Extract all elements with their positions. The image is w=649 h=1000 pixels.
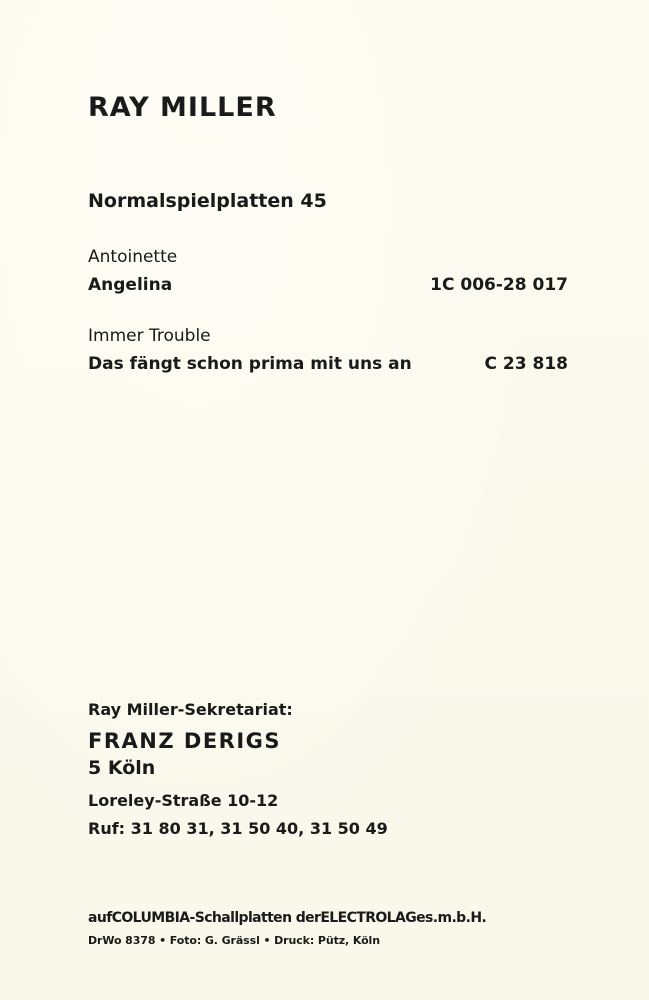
artist-name: RAY MILLER (88, 92, 277, 123)
contact-city: 5 Köln (88, 757, 156, 779)
record-side-a: Antoinette (88, 247, 178, 267)
record-label-line: aufCOLUMBIA-Schallplatten derELECTROLAGes.m.b.H. (88, 910, 487, 926)
record-side-a-line (88, 322, 568, 350)
contact-phone: Ruf: 31 80 31, 31 50 40, 31 50 49 (88, 819, 388, 838)
record-side-b: Das fängt schon prima mit uns an (88, 354, 412, 374)
record-entry (88, 243, 568, 299)
record-side-b-line (88, 271, 568, 299)
contact-street: Loreley-Straße 10-12 (88, 791, 279, 810)
footer (88, 910, 486, 947)
record-catalog-number: C 23 818 (484, 354, 568, 374)
record-side-a-line (88, 243, 568, 271)
record-side-b-line (88, 350, 568, 378)
contact-label: Ray Miller-Sekretariat: (88, 700, 293, 719)
print-credits: DrWo 8378 • Foto: G. Grässl • Druck: Pütz, Köln (88, 934, 380, 947)
contact-name: FRANZ DERIGS (88, 729, 282, 753)
record-side-a: Immer Trouble (88, 326, 211, 346)
record-side-b: Angelina (88, 275, 173, 295)
record-catalog-number: 1C 006-28 017 (430, 275, 568, 295)
section-title: Normalspielplatten 45 (88, 190, 327, 212)
record-entry (88, 322, 568, 378)
contact-block (88, 700, 388, 843)
